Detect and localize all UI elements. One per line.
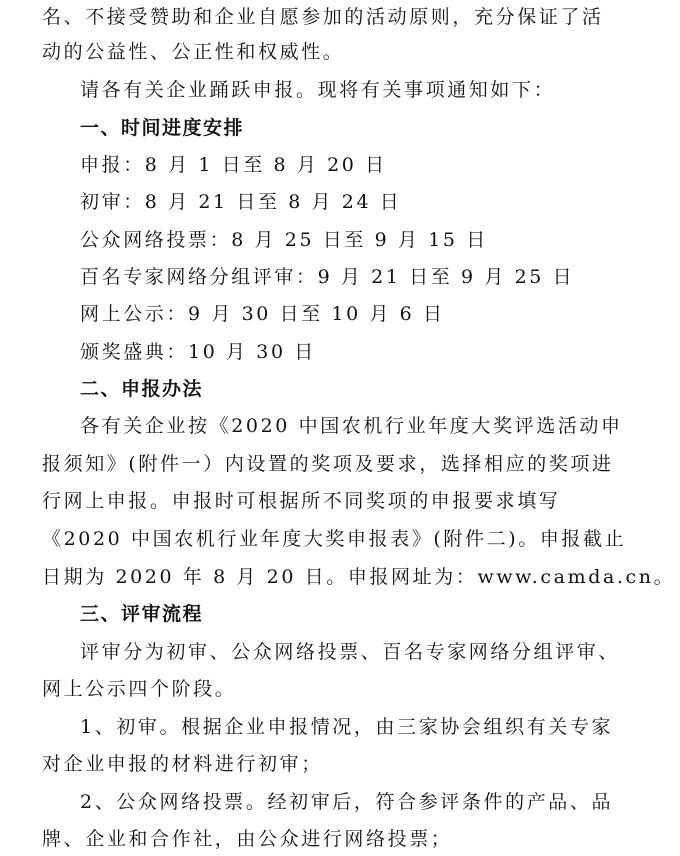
section-heading-schedule: 一、时间进度安排 <box>80 117 245 139</box>
paragraph-line: 请各有关企业踊跃申报。现将有关事项通知如下： <box>80 79 556 101</box>
paragraph-line: 评审分为初审、公众网络投票、百名专家网络分组评审、 <box>80 641 621 663</box>
schedule-item: 颁奖盛典：10 月 30 日 <box>80 341 316 363</box>
schedule-item: 百名专家网络分组评审：9 月 21 日至 9 月 25 日 <box>80 266 575 288</box>
paragraph-line: 1、初审。根据企业申报情况，由三家协会组织有关专家 <box>80 716 614 738</box>
paragraph-line: 对企业申报的材料进行初审； <box>42 753 323 775</box>
schedule-item: 申报：8 月 1 日至 8 月 20 日 <box>80 154 387 176</box>
paragraph-line: 日期为 2020 年 8 月 20 日。申报网址为：www.camda.cn。 <box>42 566 676 588</box>
schedule-item: 网上公示：9 月 30 日至 10 月 6 日 <box>80 303 445 325</box>
section-heading-method: 二、申报办法 <box>80 378 204 400</box>
paragraph-line: 行网上申报。申报时可根据所不同奖项的申报要求填写 <box>42 490 561 512</box>
paragraph-line: 动的公益性、公正性和权威性。 <box>42 41 345 63</box>
paragraph-line: 2、公众网络投票。经初审后，符合参评条件的产品、品 <box>80 791 614 813</box>
paragraph-line: 《2020 中国农机行业年度大奖申报表》(附件二)。申报截止 <box>42 528 627 550</box>
paragraph-line: 报须知》(附件一）内设置的奖项及要求，选择相应的奖项进 <box>42 453 614 475</box>
schedule-item: 公众网络投票：8 月 25 日至 9 月 15 日 <box>80 229 488 251</box>
paragraph-line: 网上公示四个阶段。 <box>42 678 237 700</box>
section-heading-review: 三、评审流程 <box>80 603 204 625</box>
schedule-item: 初审：8 月 21 日至 8 月 24 日 <box>80 191 402 213</box>
paragraph-line: 各有关企业按《2020 中国农机行业年度大奖评选活动申 <box>80 415 623 437</box>
paragraph-line: 牌、企业和合作社，由公众进行网络投票； <box>42 828 453 850</box>
paragraph-line: 名、不接受赞助和企业自愿参加的活动原则，充分保证了活 <box>42 6 604 28</box>
